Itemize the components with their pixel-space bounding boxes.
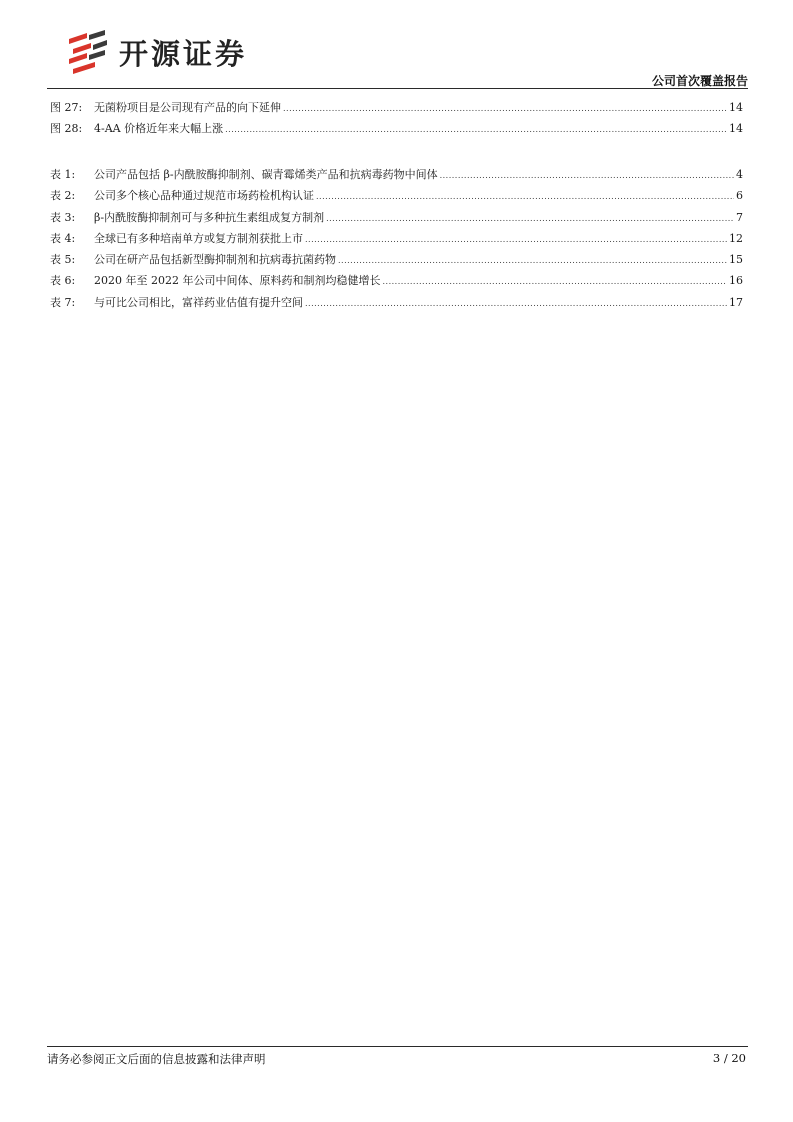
dot-leader [283,98,727,119]
table-entry[interactable] [50,270,743,291]
table-title: 2020 年至 2022 年公司中间体、原料药和制剂均稳健增长 [94,274,381,288]
table-page-number: 12 [729,231,743,245]
brand-logo [65,26,247,78]
table-entry[interactable] [50,185,743,206]
dot-leader [225,119,727,140]
page-header [47,18,748,90]
table-entry[interactable] [50,207,743,228]
dot-leader [440,165,734,186]
table-label: 表 1: [50,168,76,181]
table-label: 表 3: [50,210,76,224]
table-label: 表 5: [50,253,76,267]
brand-name: 开源证券 [119,36,248,71]
header-divider [47,88,748,89]
table-page-number: 15 [729,253,743,267]
table-title: β-内酰胺酶抑制剂可与多种抗生素组成复方制剂 [94,210,325,224]
dot-leader [382,271,727,292]
table-entry[interactable] [50,249,743,270]
table-page-number: 7 [736,210,743,224]
dot-leader [326,208,734,229]
dot-leader [305,293,727,314]
table-list [50,164,743,313]
table-title: 公司在研产品包括新型酶抑制剂和抗病毒抗菌药物 [94,253,336,267]
table-label: 表 7: [50,295,76,309]
figure-label: 图 28: [50,122,83,136]
figure-title: 4-AA 价格近年来大幅上涨 [94,122,224,136]
footer-divider [47,1046,748,1047]
figure-entry[interactable] [50,118,743,139]
table-label: 表 4: [50,231,76,245]
table-page-number: 16 [729,274,743,288]
table-page-number: 17 [729,295,743,309]
table-title: 与可比公司相比，富祥药业估值有提升空间 [94,295,303,309]
table-entry[interactable] [50,164,743,185]
dot-leader [338,250,727,271]
figure-page-number: 14 [729,101,743,114]
figure-title: 无菌粉项目是公司现有产品的向下延伸 [94,101,281,114]
figure-page-number: 14 [729,122,743,136]
table-page-number: 6 [736,189,743,203]
figure-entry[interactable] [50,97,743,118]
dot-leader [305,229,727,250]
table-title: 公司产品包括 β-内酰胺酶抑制剂、碳青霉烯类产品和抗病毒药物中间体 [94,168,438,181]
kaiyuan-logo-icon [65,29,109,75]
table-title: 全球已有多种培南单方或复方制剂获批上市 [94,231,303,245]
page-number: 3 / 20 [712,1051,746,1065]
report-type: 公司首次覆盖报告 [651,74,748,88]
table-label: 表 6: [50,274,76,288]
disclaimer-text: 请务必参阅正文后面的信息披露和法律声明 [47,1052,266,1066]
table-entry[interactable] [50,228,743,249]
table-page-number: 4 [736,168,743,181]
table-label: 表 2: [50,189,76,203]
figure-label: 图 27: [50,101,83,114]
table-entry[interactable] [50,292,743,313]
table-title: 公司多个核心品种通过规范市场药检机构认证 [94,189,314,203]
figure-list [50,97,743,140]
dot-leader [316,186,734,207]
